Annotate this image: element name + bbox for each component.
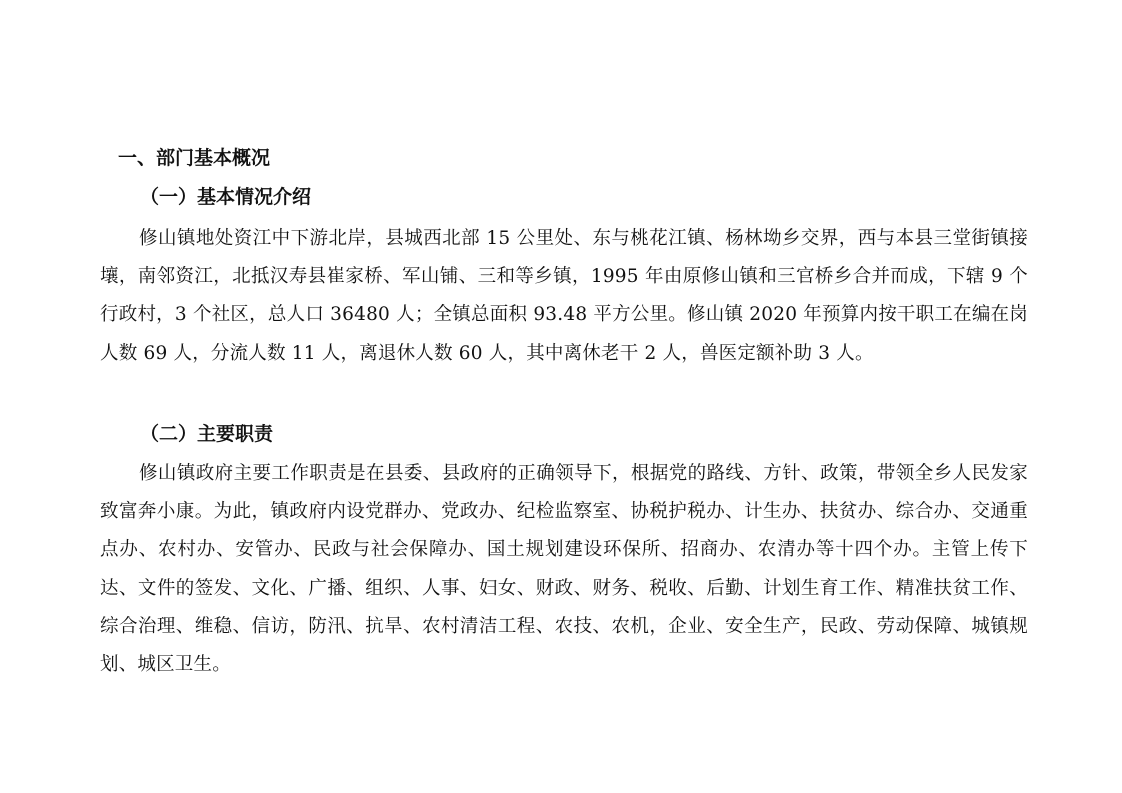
subsection-heading-main-duties: （二）主要职责: [140, 423, 274, 445]
subsection-heading-basic-info: （一）基本情况介绍: [140, 186, 312, 208]
main-duties-paragraph: 修山镇政府主要工作职责是在县委、县政府的正确领导下，根据党的路线、方针、政策，带领全乡人民发家致富奔小康。为此，镇政府内设党群办、党政办、纪检监察室、协税护税办、计生办、扶贫办、综合办、交通重点办、农村办、安管办、民政与社会保障办、国土规划建设环保所、招商办、农清办等十四个办。主管上传下达、文件的签发、文化、广播、组织、人事、妇女、财政、财务、税收、后勤、计划生育工作、精准扶贫工作、综合治理、维稳、信访，防汛、抗旱、农村清洁工程、农技、农机，企业、安全生产，民政、劳动保障、城镇规划、城区卫生。: [100, 463, 1028, 676]
section-heading: 一、部门基本概况: [118, 147, 271, 169]
basic-info-paragraph: 修山镇地处资江中下游北岸，县城西北部 15 公里处、东与桃花江镇、杨林坳乡交界，西与本县三堂街镇接壤，南邻资江，北抵汉寿县崔家桥、军山铺、三和等乡镇，1995 年由原修山镇和三官桥乡合并而成，下辖 9 个行政村，3 个社区，总人口 36480 人；全镇总面积 93.48 平方公里。修山镇 2020 年预算内按干职工在编在岗人数 69 人，分流人数 11 人，离退休人数 60 人，其中离休老干 2 人，兽医定额补助 3 人。: [100, 228, 1028, 364]
